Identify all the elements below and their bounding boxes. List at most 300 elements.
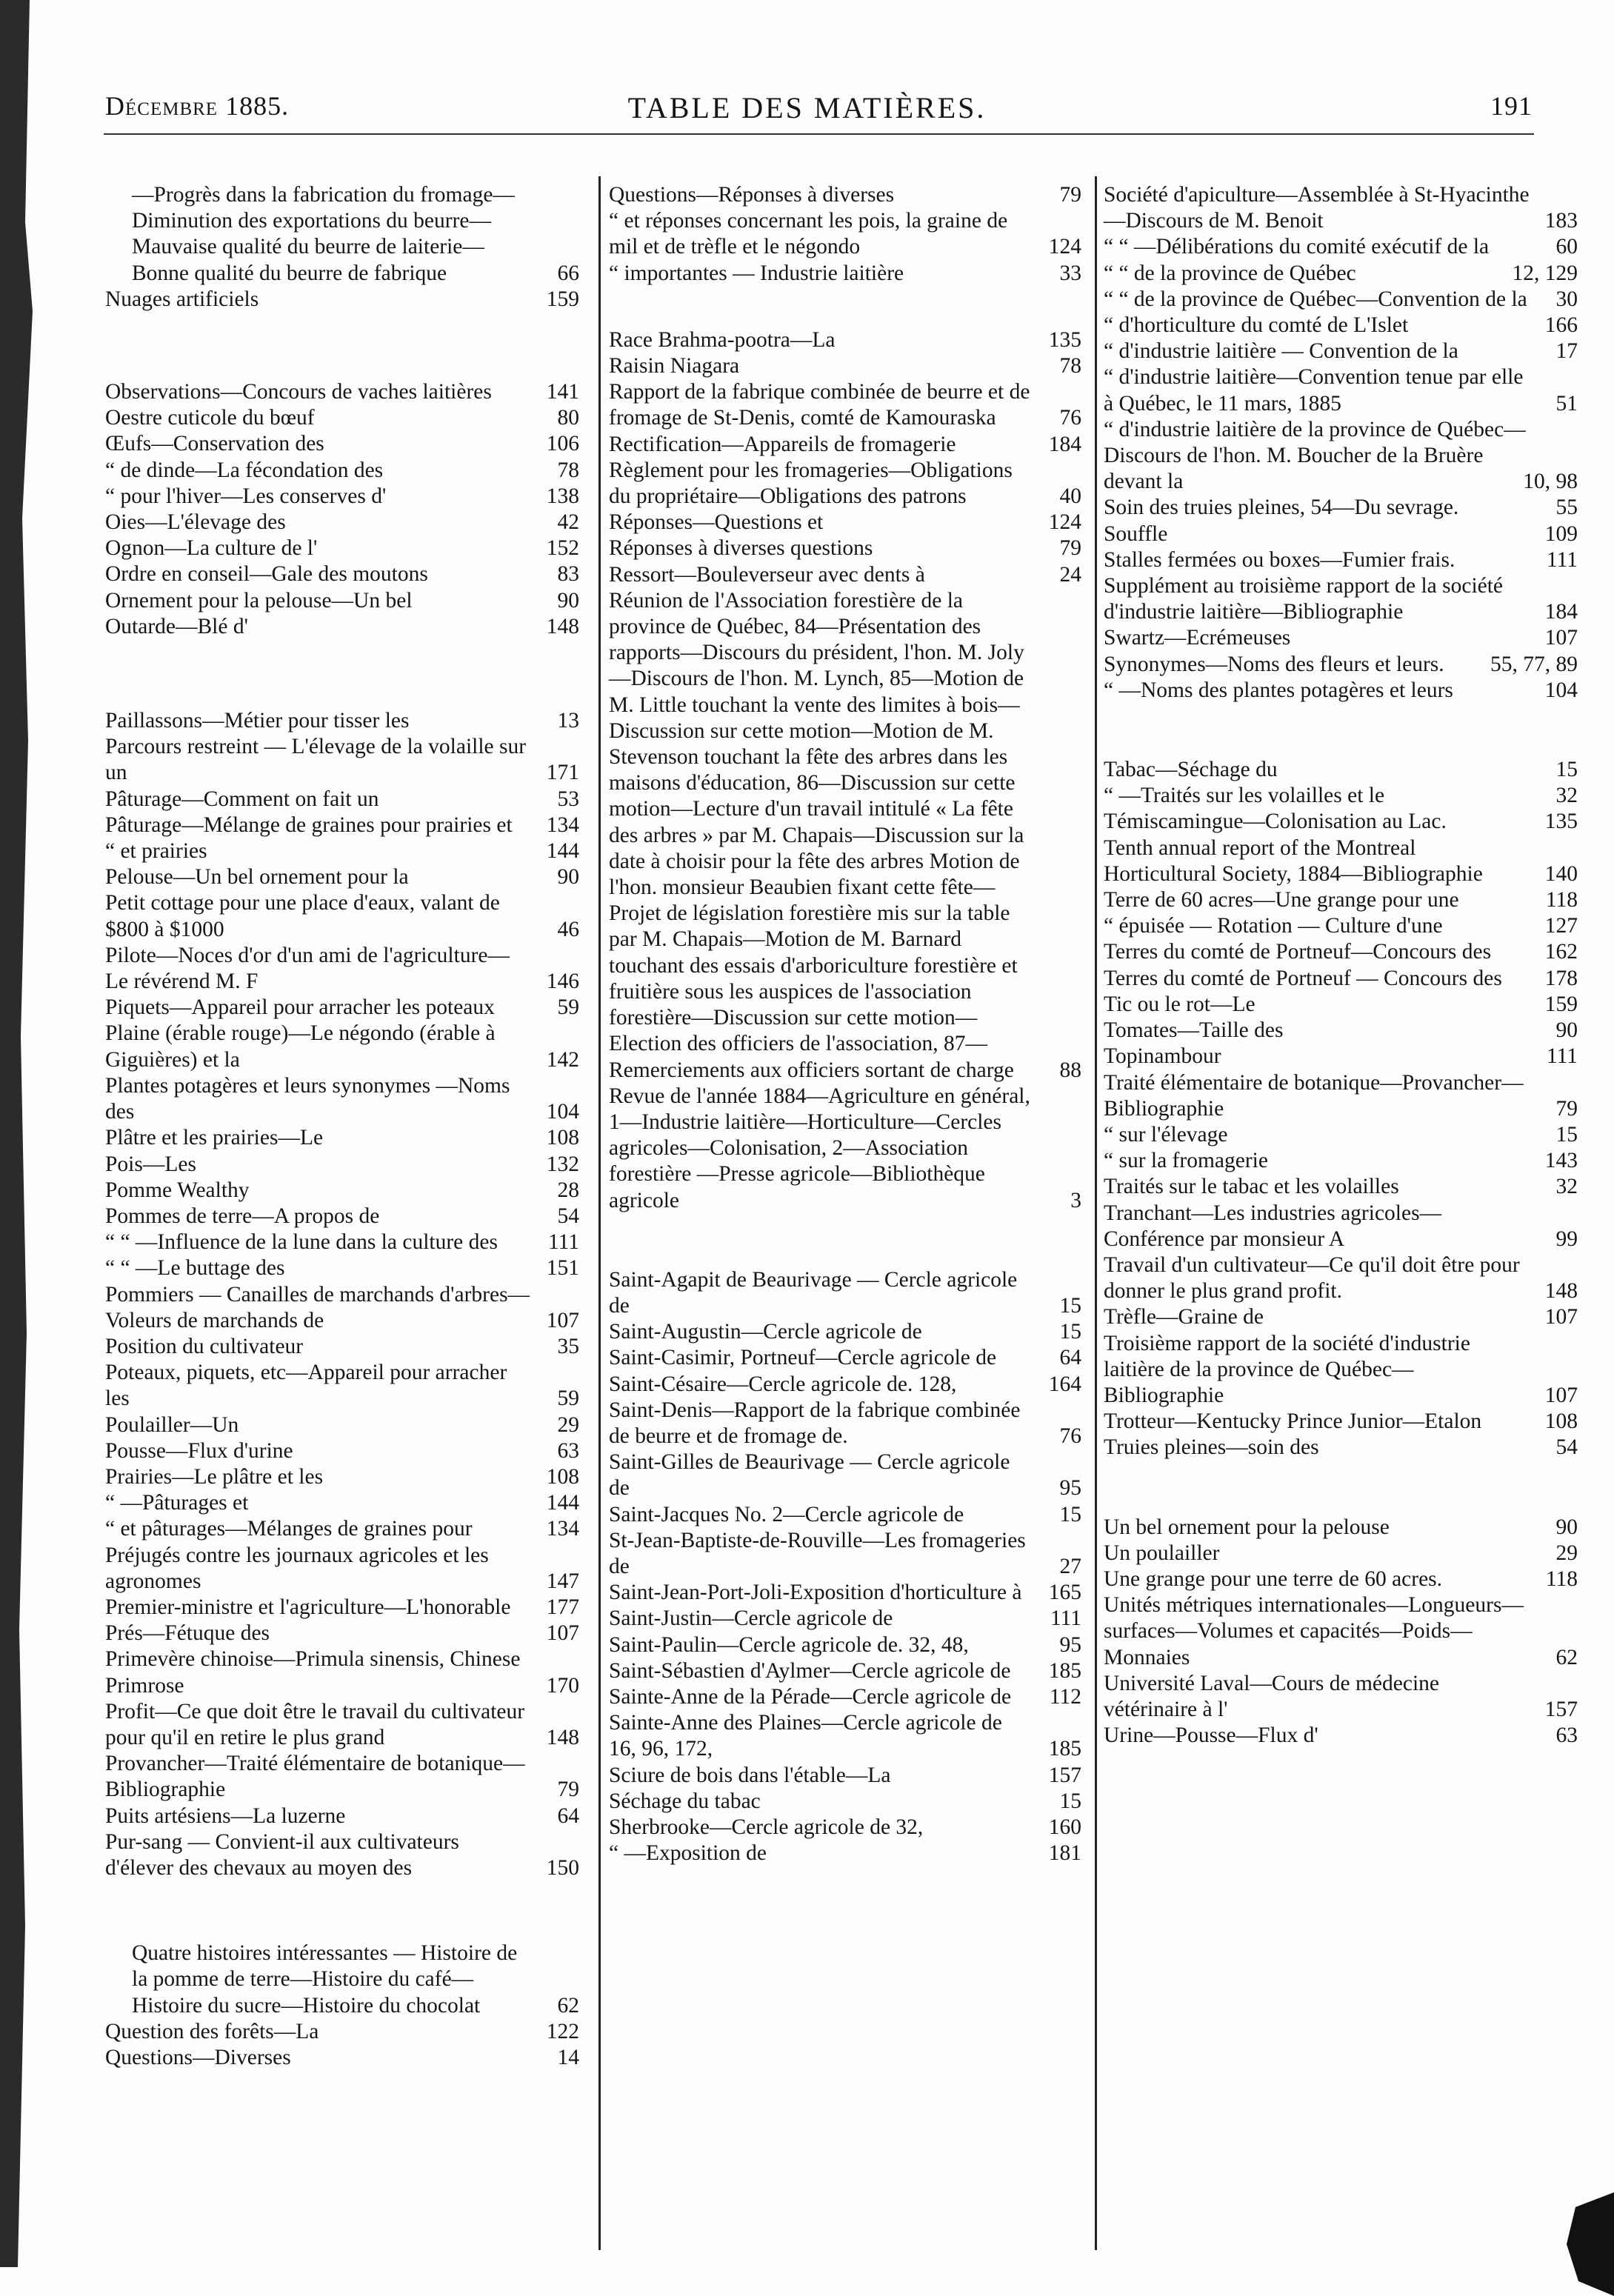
entry-page-number: 142	[546, 1047, 579, 1072]
entry-page-number: 95	[1059, 1476, 1081, 1501]
entry-text: Ornement pour la pelouse—Un bel	[105, 588, 413, 613]
index-entry	[609, 1502, 1081, 1528]
index-entry	[609, 1710, 1081, 1762]
entry-page-number: 27	[1059, 1554, 1081, 1578]
index-entry	[105, 1646, 579, 1698]
entry-text: Pommiers — Canailles de marchands d'arbres—Voleurs de marchands de	[105, 1282, 530, 1332]
entry-page-number: 79	[1059, 536, 1081, 561]
entry-page-number: 118	[1545, 1566, 1578, 1591]
entry-page-number: 66	[557, 261, 579, 285]
index-entry	[105, 1438, 579, 1464]
entry-page-number: 127	[1544, 914, 1578, 938]
entry-page-number: 108	[546, 1464, 579, 1489]
index-entry	[1104, 495, 1578, 521]
entry-text: Saint-Justin—Cercle agricole de	[609, 1606, 893, 1631]
entry-page-number: 90	[1555, 1515, 1578, 1539]
entry-text: Pomme Wealthy	[105, 1178, 250, 1202]
index-entry	[1104, 783, 1578, 809]
entry-text: Saint-Césaire—Cercle agricole de. 128,	[609, 1372, 957, 1396]
entry-page-number: 107	[1544, 1305, 1578, 1329]
index-entry	[105, 1021, 579, 1072]
entry-page-number: 108	[546, 1126, 579, 1150]
index-entry	[609, 1372, 1081, 1398]
index-entry	[609, 1815, 1081, 1841]
entry-text: Plantes potagères et leurs synonymes —Noms des	[105, 1073, 510, 1124]
entry-text: “ et prairies	[105, 839, 207, 864]
entry-page-number: 3	[1070, 1188, 1081, 1212]
entry-page-number: 166	[1544, 313, 1578, 338]
header-page-number: 191	[1490, 91, 1533, 121]
entry-text: “ “ —Délibérations du comité exécutif de la	[1104, 235, 1490, 259]
entry-page-number: 108	[1544, 1409, 1578, 1434]
index-column-3	[1104, 182, 1578, 1749]
entry-text: Stalles fermées ou boxes—Fumier frais.	[1104, 547, 1455, 572]
index-entry	[1104, 287, 1578, 313]
entry-text: Quatre histoires intéressantes — Histoire de la pomme de terre—Histoire du café—Histoire du sucre—Histoire du chocolat	[132, 1941, 518, 2018]
index-entry	[105, 1490, 579, 1516]
entry-text: Une grange pour une terre de 60 acres.	[1104, 1566, 1443, 1591]
index-block	[609, 182, 1081, 287]
entry-text: Topinambour	[1104, 1044, 1221, 1069]
entry-page-number: 132	[546, 1152, 579, 1176]
index-entry	[609, 1658, 1081, 1684]
entry-text: Travail d'un cultivateur—Ce qu'il doit être pour donner le plus grand profit.	[1104, 1252, 1520, 1304]
entry-text: Parcours restreint — L'élevage de la volaille sur un	[105, 735, 527, 785]
entry-text: Raisin Niagara	[609, 354, 740, 378]
index-entry	[609, 1345, 1081, 1371]
entry-text: Pousse—Flux d'urine	[105, 1438, 293, 1463]
index-entry	[1104, 992, 1578, 1018]
entry-page-number: 32	[1555, 784, 1578, 808]
column-divider	[1095, 176, 1097, 2250]
entry-page-number: 42	[557, 510, 579, 535]
index-entry	[609, 1789, 1081, 1815]
entry-text: Outarde—Blé d'	[105, 614, 248, 638]
index-entry	[1104, 234, 1578, 260]
index-entry	[105, 535, 579, 561]
index-entry	[105, 812, 579, 838]
index-block	[105, 379, 579, 640]
entry-text: Traité élémentaire de botanique—Provancher—Bibliographie	[1104, 1070, 1524, 1121]
entry-page-number: 63	[1555, 1723, 1578, 1748]
entry-page-number: 33	[1059, 261, 1081, 285]
entry-text: Sherbrooke—Cercle agricole de 32,	[609, 1815, 924, 1839]
entry-page-number: 30	[1555, 287, 1578, 311]
index-entry	[1104, 1148, 1578, 1174]
index-entry	[105, 1229, 579, 1255]
entry-page-number: 181	[1048, 1841, 1081, 1866]
entry-text: “ et réponses concernant les pois, la graine de mil et de trèfle et le négondo	[609, 209, 1008, 259]
index-entry	[105, 1751, 579, 1803]
index-entry	[1104, 757, 1578, 783]
entry-text: Supplément au troisième rapport de la société d'industrie laitière—Bibliographie	[1104, 574, 1504, 624]
entry-page-number: 54	[1555, 1435, 1578, 1460]
index-entry	[1104, 1541, 1578, 1566]
index-entry	[609, 182, 1081, 208]
entry-text: Société d'apiculture—Assemblée à St-Hyacinthe—Discours de M. Benoit	[1104, 183, 1530, 233]
index-entry	[1104, 678, 1578, 704]
entry-text: Tenth annual report of the Montreal Horticultural Society, 1884—Bibliographie	[1104, 835, 1483, 886]
index-block	[609, 327, 1081, 1214]
entry-page-number: 54	[557, 1204, 579, 1228]
index-entry	[105, 182, 579, 287]
index-entry	[1104, 887, 1578, 913]
entry-page-number: 185	[1048, 1658, 1081, 1683]
entry-text: Un poulailler	[1104, 1541, 1220, 1565]
index-entry	[105, 1543, 579, 1595]
index-entry	[1104, 1566, 1578, 1592]
index-entry	[1104, 1723, 1578, 1749]
entry-page-number: 159	[546, 287, 579, 311]
entry-text: Petit cottage pour une place d'eaux, valant de $800 à $1000	[105, 891, 500, 941]
index-entry	[105, 458, 579, 484]
entry-page-number: 60	[1555, 235, 1578, 259]
index-entry	[1104, 1201, 1578, 1252]
index-entry	[105, 588, 579, 614]
entry-text: “ d'industrie laitière—Convention tenue par elle à Québec, le 11 mars, 1885	[1104, 365, 1524, 416]
entry-page-number: 122	[546, 2019, 579, 2043]
index-entry	[609, 1449, 1081, 1501]
index-entry	[1104, 1592, 1578, 1671]
index-entry	[609, 261, 1081, 287]
index-entry	[105, 510, 579, 535]
entry-page-number: 17	[1555, 339, 1578, 364]
entry-page-number: 15	[1059, 1789, 1081, 1813]
entry-text: “ “ de la province de Québec—Convention de la	[1104, 287, 1527, 311]
index-entry	[1104, 521, 1578, 547]
entry-page-number: 146	[546, 970, 579, 994]
entry-page-number: 159	[1544, 992, 1578, 1016]
entry-page-number: 13	[557, 709, 579, 733]
entry-page-number: 90	[557, 865, 579, 890]
binding-edge-shadow	[0, 0, 53, 2267]
entry-text: Plâtre et les prairies—Le	[105, 1126, 324, 1150]
index-entry	[1104, 625, 1578, 651]
entry-page-number: 51	[1555, 391, 1578, 416]
entry-page-number: 15	[1555, 758, 1578, 782]
entry-page-number: 143	[1544, 1149, 1578, 1173]
index-entry	[105, 379, 579, 405]
entry-page-number: 109	[1544, 521, 1578, 546]
index-entry	[1104, 338, 1578, 364]
entry-page-number: 79	[1555, 1096, 1578, 1121]
entry-text: Troisième rapport de la société d'industrie laitière de la province de Québec—Bibliographie	[1104, 1331, 1470, 1407]
entry-page-number: 124	[1048, 235, 1081, 259]
entry-page-number: 151	[546, 1256, 579, 1281]
index-entry	[1104, 261, 1578, 287]
entry-text: “ “ —Influence de la lune dans la culture des	[105, 1230, 498, 1255]
entry-text: Souffle	[1104, 521, 1168, 546]
index-entry	[1104, 966, 1578, 992]
index-entry	[105, 561, 579, 587]
entry-text: Unités métriques internationales—Longueurs—surfaces—Volumes et capacités—Poids—Monnaies	[1104, 1593, 1524, 1669]
entry-page-number: 55	[1555, 495, 1578, 520]
index-block	[1104, 1515, 1578, 1749]
entry-text: Paillassons—Métier pour tisser les	[105, 709, 410, 733]
entry-text: “ et pâturages—Mélanges de graines pour	[105, 1517, 473, 1541]
entry-page-number: 107	[1544, 626, 1578, 650]
header-rule	[104, 133, 1534, 135]
entry-text: Truies pleines—soin des	[1104, 1435, 1319, 1460]
entry-page-number: 164	[1048, 1372, 1081, 1396]
entry-page-number: 111	[1546, 547, 1578, 572]
index-entry	[1104, 1409, 1578, 1435]
index-entry	[609, 535, 1081, 561]
index-entry	[105, 431, 579, 457]
entry-text: Pelouse—Un bel ornement pour la	[105, 865, 409, 890]
entry-page-number: 144	[546, 839, 579, 864]
entry-text: Saint-Casimir, Portneuf—Cercle agricole de	[609, 1346, 997, 1370]
entry-text: “ —Noms des plantes potagères et leurs	[1104, 678, 1453, 702]
entry-text: Pur-sang — Convient-il aux cultivateurs d'élever des chevaux au moyen des	[105, 1829, 459, 1880]
entry-page-number: 32	[1555, 1175, 1578, 1199]
index-entry	[1104, 1174, 1578, 1200]
entry-page-number: 147	[546, 1569, 579, 1593]
index-block	[1104, 182, 1578, 704]
entry-page-number: 79	[557, 1778, 579, 1802]
entry-text: Un bel ornement pour la pelouse	[1104, 1515, 1390, 1539]
index-entry	[105, 734, 579, 786]
index-entry	[609, 432, 1081, 458]
entry-text: Plaine (érable rouge)—Le négondo (érable à Giguières) et la	[105, 1021, 496, 1072]
index-entry	[105, 1282, 579, 1334]
entry-text: Provancher—Traité élémentaire de botanique—Bibliographie	[105, 1752, 525, 1802]
entry-page-number: 178	[1544, 966, 1578, 990]
index-entry	[609, 1398, 1081, 1449]
entry-page-number: 28	[557, 1178, 579, 1202]
index-entry	[105, 1412, 579, 1438]
entry-page-number: 111	[1050, 1606, 1081, 1631]
entry-page-number: 88	[1059, 1058, 1081, 1082]
entry-page-number: 64	[557, 1803, 579, 1828]
entry-text: Saint-Jacques No. 2—Cercle agricole de	[609, 1502, 964, 1526]
entry-page-number: 46	[557, 917, 579, 941]
entry-page-number: 106	[546, 432, 579, 456]
entry-page-number: 59	[557, 995, 579, 1020]
index-entry	[609, 562, 1081, 588]
entry-text: Ressort—Bouleverseur avec dents à	[609, 562, 925, 587]
index-entry	[105, 2019, 579, 2045]
entry-text: “ pour l'hiver—Les conserves d'	[105, 484, 387, 508]
index-entry	[609, 353, 1081, 379]
entry-page-number: 29	[557, 1412, 579, 1437]
index-entry	[1104, 939, 1578, 965]
entry-page-number: 111	[547, 1230, 579, 1255]
entry-page-number: 134	[546, 1517, 579, 1541]
index-entry	[105, 995, 579, 1021]
index-entry	[105, 484, 579, 510]
entry-page-number: 170	[546, 1673, 579, 1698]
entry-page-number: 35	[557, 1334, 579, 1358]
entry-page-number: 107	[546, 1308, 579, 1332]
index-entry	[1104, 1515, 1578, 1541]
entry-text: “ —Pâturages et	[105, 1491, 249, 1515]
index-entry	[105, 1255, 579, 1281]
index-entry	[609, 1267, 1081, 1319]
entry-page-number: 24	[1059, 562, 1081, 587]
entry-text: St-Jean-Baptiste-de-Rouville—Les fromageries de	[609, 1528, 1026, 1578]
index-entry	[105, 838, 579, 864]
entry-text: Primevère chinoise—Primula sinensis, Chinese Primrose	[105, 1647, 521, 1698]
entry-text: Réponses à diverses questions	[609, 536, 873, 561]
entry-page-number: 64	[1059, 1346, 1081, 1370]
index-entry	[105, 1699, 579, 1751]
entry-page-number: 95	[1059, 1632, 1081, 1657]
entry-page-number: 107	[546, 1621, 579, 1646]
entry-page-number: 148	[546, 614, 579, 638]
index-entry	[1104, 913, 1578, 939]
header-title: TABLE DES MATIÈRES.	[627, 91, 987, 124]
index-entry	[105, 614, 579, 640]
header-date: Décembre 1885.	[105, 91, 290, 121]
index-entry	[105, 2045, 579, 2071]
entry-page-number: 63	[557, 1438, 579, 1463]
entry-text: Puits artésiens—La luzerne	[105, 1803, 346, 1828]
entry-page-number: 171	[546, 761, 579, 785]
entry-text: Réunion de l'Association forestière de la province de Québec, 84—Présentation des rapports—Discours du président, l'hon. M. Joly—Discours de l'hon. M. Lynch, 85—Motion de M. Little touchant la vente des limites à bois—Discussion sur cette motion—Motion de M. Stevenson touchant la fête des arbres dans les maisons d'éducation, 86—Discussion sur cette motion—Lecture d'un travail intitulé « La fête des arbres » par M. Chapais—Discussion sur la date à choisir pour la fête des arbres Motion de l'hon. monsieur Beaubien fixant cette fête—Projet de législation forestière mis sur la table par M. Chapais—Motion de M. Barnard touchant des essais d'arboriculture forestière et fruitière sous les auspices de l'association forestière—Discussion sur cette motion—Election des officiers de l'association, 87—Remerciements aux officiers sortant de charge	[609, 588, 1024, 1082]
index-block	[105, 708, 579, 1881]
index-entry	[105, 405, 579, 431]
index-entry	[609, 1606, 1081, 1632]
entry-text: Poteaux, piquets, etc—Appareil pour arracher les	[105, 1361, 507, 1411]
entry-page-number: 183	[1544, 209, 1578, 233]
index-entry	[1104, 1435, 1578, 1461]
entry-page-number: 55, 77, 89	[1490, 652, 1578, 676]
entry-page-number: 140	[1544, 861, 1578, 886]
entry-text: Synonymes—Noms des fleurs et leurs.	[1104, 652, 1444, 676]
entry-text: Pilote—Noces d'or d'un ami de l'agriculture—Le révérend M. F	[105, 943, 510, 994]
index-entry	[105, 1125, 579, 1151]
index-entry	[105, 1360, 579, 1412]
entry-page-number: 144	[546, 1491, 579, 1515]
index-entry	[1104, 364, 1578, 416]
entry-text: Saint-Agapit de Beaurivage — Cercle agricole de	[609, 1267, 1018, 1318]
entry-text: “ importantes — Industrie laitière	[609, 261, 904, 285]
entry-page-number: 76	[1059, 406, 1081, 430]
entry-text: Œufs—Conservation des	[105, 432, 324, 456]
index-entry	[609, 588, 1081, 1084]
entry-page-number: 29	[1555, 1541, 1578, 1565]
entry-page-number: 177	[546, 1595, 579, 1619]
index-entry	[1104, 1252, 1578, 1304]
entry-page-number: 148	[546, 1725, 579, 1749]
entry-text: Témiscamingue—Colonisation au Lac.	[1104, 810, 1447, 834]
index-entry	[105, 1516, 579, 1542]
index-entry	[105, 864, 579, 890]
index-entry	[105, 287, 579, 313]
index-entry	[105, 787, 579, 812]
index-entry	[1104, 182, 1578, 234]
entry-page-number: 14	[557, 2046, 579, 2069]
index-entry	[1104, 1304, 1578, 1330]
entry-text: Pâturage—Comment on fait un	[105, 787, 379, 811]
ink-blot-mark	[1561, 2192, 1614, 2296]
entry-text: Questions—Réponses à diverses	[609, 183, 895, 207]
index-entry	[105, 1073, 579, 1125]
entry-page-number: 160	[1048, 1815, 1081, 1839]
index-entry	[1104, 313, 1578, 338]
index-block	[105, 1940, 579, 2071]
index-entry	[1104, 809, 1578, 835]
entry-text: “ sur la fromagerie	[1104, 1149, 1268, 1173]
entry-page-number: 78	[557, 458, 579, 482]
entry-page-number: 184	[1048, 432, 1081, 456]
entry-text: Terre de 60 acres—Une grange pour une	[1104, 888, 1459, 912]
entry-text: Traités sur le tabac et les volailles	[1104, 1175, 1399, 1199]
entry-page-number: 185	[1048, 1737, 1081, 1761]
index-entry	[609, 1841, 1081, 1866]
entry-text: Rectification—Appareils de fromagerie	[609, 432, 956, 456]
entry-text: Premier-ministre et l'agriculture—L'honorable	[105, 1595, 511, 1619]
entry-text: Saint-Jean-Port-Joli-Exposition d'horticulture à	[609, 1581, 1022, 1605]
entry-page-number: 150	[546, 1855, 579, 1880]
entry-page-number: 15	[1555, 1122, 1578, 1147]
entry-page-number: 76	[1059, 1424, 1081, 1448]
entry-text: Saint-Denis—Rapport de la fabrique combinée de beurre et de fromage de.	[609, 1398, 1021, 1448]
entry-text: “ d'industrie laitière de la province de Québec—Discours de l'hon. M. Boucher de la Bruère devant la	[1104, 417, 1526, 494]
index-entry	[105, 1334, 579, 1360]
index-entry	[609, 1632, 1081, 1658]
index-block	[105, 182, 579, 313]
entry-page-number: 90	[557, 588, 579, 613]
entry-text: Saint-Paulin—Cercle agricole de. 32, 48,	[609, 1632, 969, 1657]
column-divider	[598, 176, 601, 2250]
entry-text: Race Brahma-pootra—La	[609, 327, 836, 352]
entry-text: Rapport de la fabrique combinée de beurre et de fromage de St-Denis, comté de Kamouraska	[609, 380, 1030, 430]
index-entry	[609, 1528, 1081, 1580]
entry-page-number: 184	[1544, 600, 1578, 624]
entry-text: Tomates—Taille des	[1104, 1018, 1284, 1043]
entry-page-number: 15	[1059, 1293, 1081, 1318]
index-entry	[105, 1829, 579, 1881]
entry-text: Ordre en conseil—Gale des moutons	[105, 562, 428, 587]
entry-page-number: 124	[1048, 510, 1081, 535]
entry-text: Poulailler—Un	[105, 1412, 239, 1437]
entry-text: Sainte-Anne de la Pérade—Cercle agricole de	[609, 1684, 1012, 1709]
entry-page-number: 141	[546, 380, 579, 404]
index-entry	[105, 890, 579, 942]
entry-page-number: 107	[1544, 1383, 1578, 1407]
entry-text: Séchage du tabac	[609, 1789, 761, 1813]
entry-text: “ d'horticulture du comté de L'Islet	[1104, 313, 1409, 338]
entry-text: Oies—L'élevage des	[105, 510, 286, 535]
index-block	[1104, 757, 1578, 1461]
index-column-1	[105, 182, 579, 2071]
index-entry	[1104, 573, 1578, 625]
entry-text: “ sur l'élevage	[1104, 1122, 1228, 1147]
entry-text: —Progrès dans la fabrication du fromage—Diminution des exportations du beurre—Mauvaise qualité du beurre de laiterie—Bonne qualité du beurre de fabrique	[132, 183, 515, 285]
entry-text: Tabac—Séchage du	[1104, 758, 1278, 782]
entry-page-number: 99	[1555, 1227, 1578, 1251]
entry-page-number: 157	[1544, 1697, 1578, 1721]
index-entry	[609, 1684, 1081, 1710]
entry-page-number: 15	[1059, 1502, 1081, 1526]
index-entry	[609, 510, 1081, 535]
index-entry	[105, 1204, 579, 1229]
entry-text: Revue de l'année 1884—Agriculture en général, 1—Industrie laitière—Horticulture—Cercles agricoles—Colonisation, 2—Association forestière —Presse agricole—Bibliothèque agricole	[609, 1084, 1030, 1212]
entry-text: Profit—Ce que doit être le travail du cultivateur pour qu'il en retire le plus grand	[105, 1699, 525, 1749]
entry-text: Oestre cuticole du bœuf	[105, 406, 315, 430]
index-entry	[1104, 1044, 1578, 1069]
index-entry	[609, 1580, 1081, 1606]
index-entry	[105, 1152, 579, 1178]
entry-text: “ “ —Le buttage des	[105, 1256, 285, 1281]
index-entry	[105, 1178, 579, 1204]
index-entry	[1104, 835, 1578, 887]
index-entry	[1104, 1671, 1578, 1723]
index-entry	[1104, 1331, 1578, 1409]
entry-page-number: 90	[1555, 1018, 1578, 1043]
